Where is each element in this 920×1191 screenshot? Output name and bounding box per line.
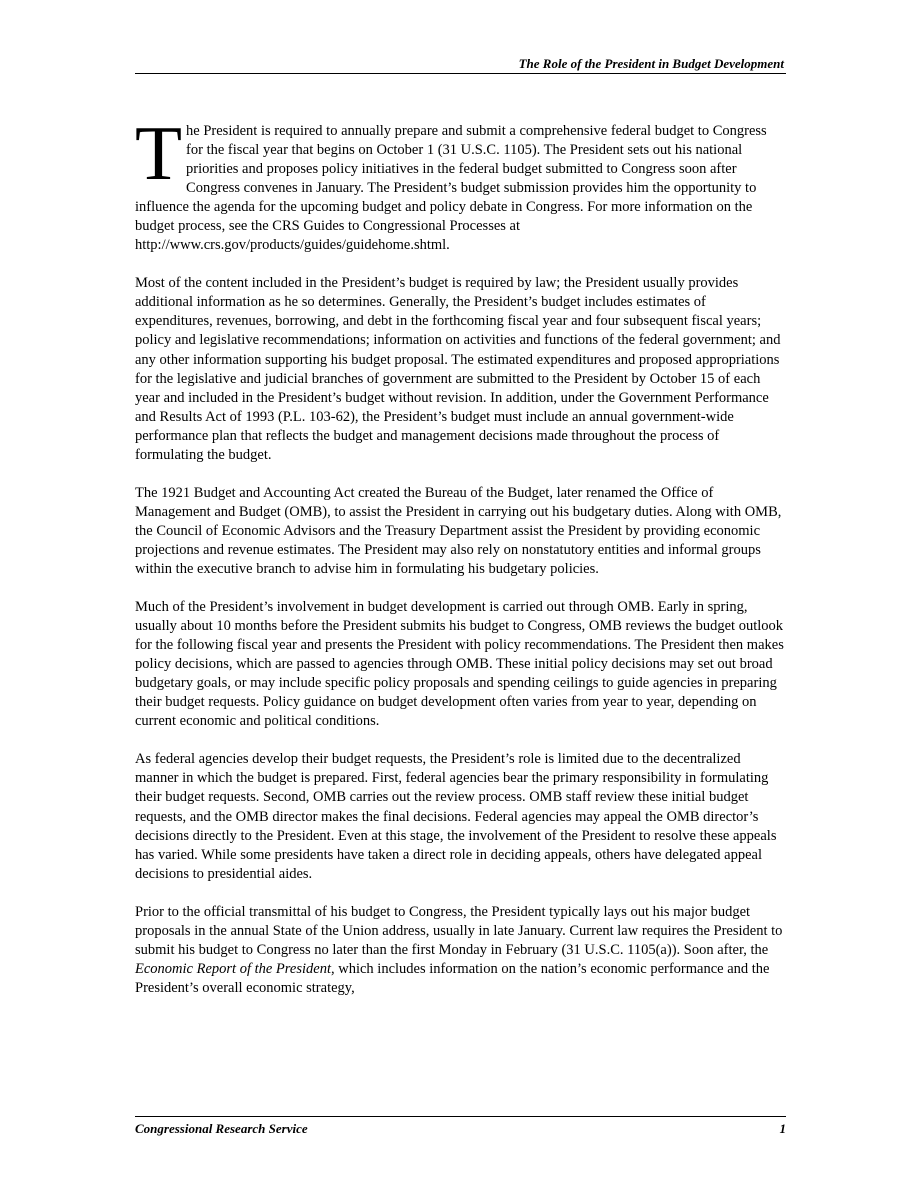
paragraph-2: Most of the content included in the President’s budget is required by law; the President usually provides additional information as he so determines. Generally, the President’s budget includes estimates of expenditures, revenues, borrowing, and debt in the forthcoming fiscal year and four subsequent fiscal years; policy and legislative recommendations; information on activities and functions of the federal government; and any other information supporting his budget proposal. The estimated expenditures and proposed appropriations for the legislative and judicial branches of government are submitted to the President by October 15 of each year and included in the President’s budget without revision. In addition, under the Government Performance and Results Act of 1993 (P.L. 103-62), the President’s budget must include an annual government-wide performance plan that reflects the budget and management decisions made throughout the process of formulating the budget. bbox=[135, 275, 781, 463]
footer-divider bbox=[135, 1116, 786, 1117]
report-title: Economic Report of the President bbox=[135, 960, 331, 977]
page-number: 1 bbox=[779, 1121, 786, 1136]
paragraph-6-start: Prior to the official transmittal of his budget to Congress, the President typically lays out his major budget proposals in the annual State of the Union address, usually in late January. Current law requires the President to submit his budget to Congress no later than the first Monday in February (31 U.S.C. 1105(a)). Soon after, the bbox=[135, 903, 783, 958]
drop-cap: T bbox=[135, 110, 183, 196]
footer-source: Congressional Research Service bbox=[135, 1121, 308, 1136]
running-header-title: The Role of the President in Budget Development bbox=[518, 56, 784, 71]
paragraph-1 bbox=[135, 110, 786, 255]
paragraph-1-text: he President is required to annually prepare and submit a comprehensive federal budget to Congress for the fiscal year that begins on October 1 (31 U.S.C. 1105). The President sets out his national priorities and proposes policy initiatives in the federal budget submitted to Congress soon after Congress convenes in January. The President’s budget submission provides him the opportunity to influence the agenda for the upcoming budget and policy debate in Congress. For more information on the budget process, see the CRS Guides to Congressional Processes at http://www.crs.gov/products/guides/guidehome.shtml. bbox=[135, 123, 767, 254]
paragraph-6 bbox=[135, 903, 786, 998]
paragraph-4: Much of the President’s involvement in budget development is carried out through OMB. Early in spring, usually about 10 months before the President submits his budget to Congress, OMB reviews the budget outlook for the following fiscal year and presents the President with policy recommendations. The President then makes policy decisions, which are passed to agencies through OMB. These initial policy decisions may set out broad budgetary goals, or may include specific policy proposals and spending ceilings to guide agencies in preparing their budget requests. Policy guidance on budget development often varies from year to year, depending on current economic and political conditions. bbox=[135, 599, 784, 730]
header-divider bbox=[135, 73, 786, 74]
body-text bbox=[135, 110, 786, 1017]
paragraph-5: As federal agencies develop their budget requests, the President’s role is limited due to the decentralized manner in which the budget is prepared. First, federal agencies bear the primary responsibility in formulating their budget requests. Second, OMB carries out the review process. OMB staff review these initial budget requests, and the OMB director makes the final decisions. Federal agencies may appeal the OMB director’s decisions directly to the President. Even at this stage, the involvement of the President to resolve these appeals has varied. While some presidents have taken a direct role in deciding appeals, others have delegated appeal decisions to presidential aides. bbox=[135, 751, 777, 882]
paragraph-6-end: , which includes information on the nation’s economic performance and the President’s overall economic strategy, bbox=[135, 960, 770, 996]
paragraph-3: The 1921 Budget and Accounting Act created the Bureau of the Budget, later renamed the Office of Management and Budget (OMB), to assist the President in carrying out his budgetary duties. Along with OMB, the Council of Economic Advisors and the Treasury Department assist the President by providing economic projections and revenue estimates. The President may also rely on nonstatutory entities and informal groups within the executive branch to advise him in formulating his budgetary policies. bbox=[135, 484, 782, 577]
